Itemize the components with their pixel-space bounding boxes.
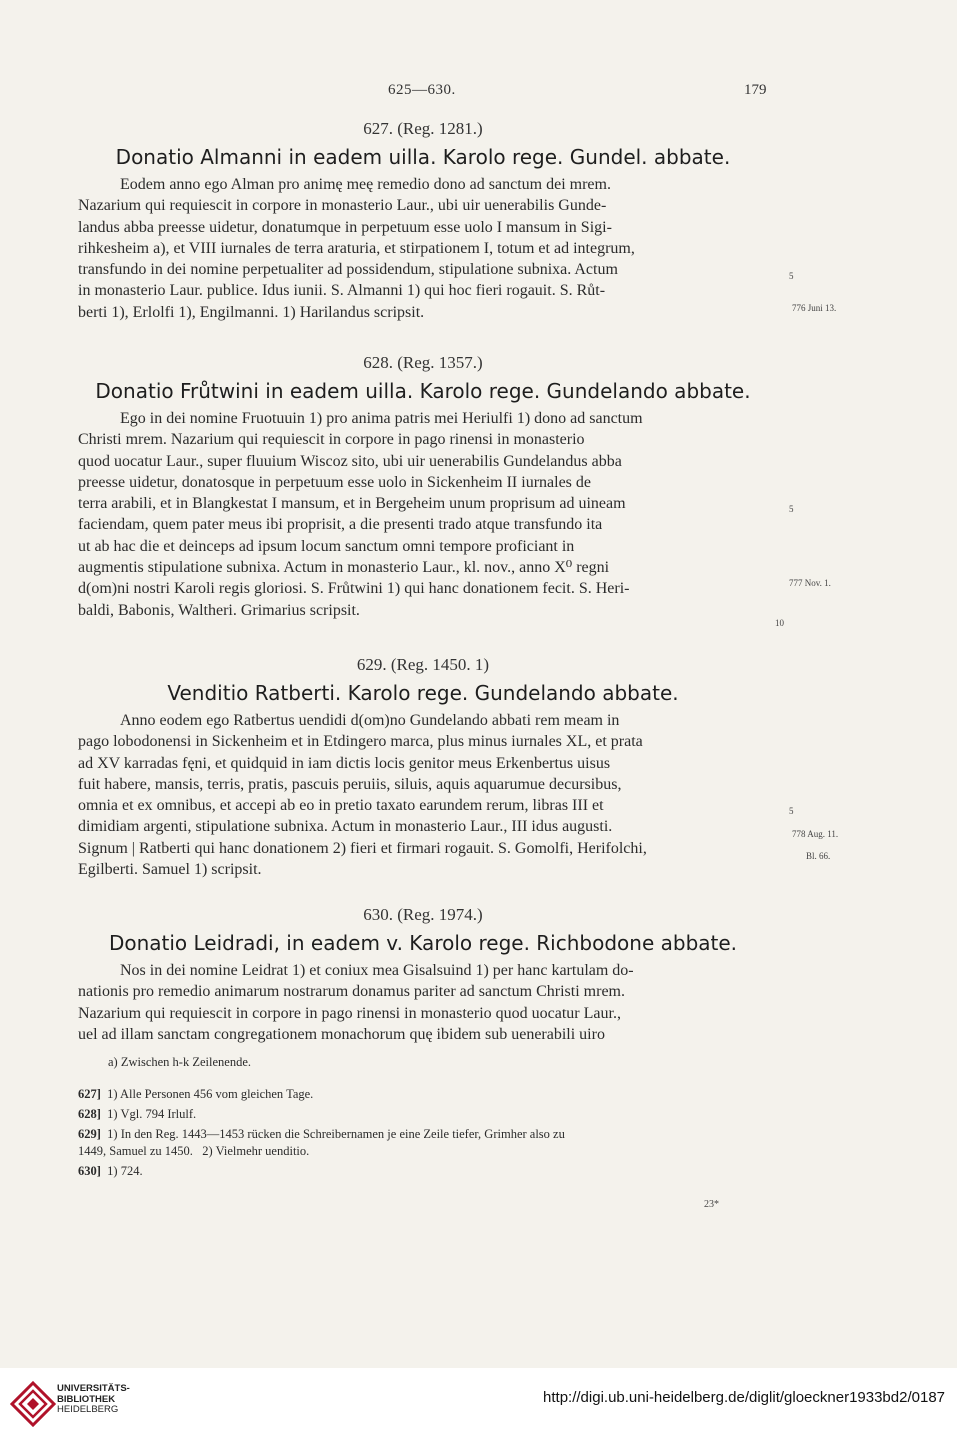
text-line: preesse uidetur, donatosque in perpetuum esse uolo in Sickenheim II iurnales de <box>78 473 591 491</box>
entry-628 <box>78 352 768 621</box>
text-line: uel ad illam sanctam congregationem monachorum quę ibidem sub uenerabili uiro <box>78 1025 605 1043</box>
line-count-marker: 5 <box>789 504 794 514</box>
date-marker: 777 Nov. 1. <box>789 578 831 588</box>
text-line: berti 1), Erlolfi 1), Engilmanni. 1) Harilandus scripsit. <box>78 303 425 321</box>
text-line: in monasterio Laur. publice. Idus iunii. S. Almanni 1) qui hoc fieri rogauit. S. Růt- <box>78 282 606 300</box>
line-count-marker: 5 <box>789 271 794 281</box>
footnote-ref: 627] <box>78 1087 101 1101</box>
text-line: omnia et ex omnibus, et accepi ab eo in pretio taxato earundem rerum, libras III et <box>78 797 604 815</box>
footnote-text: 1) 724. <box>107 1164 143 1178</box>
date-marker: 776 Juni 13. <box>792 303 837 313</box>
footnote-line: a) Zwischen h-k Zeilenende. <box>108 1055 251 1069</box>
entry-text <box>78 710 768 880</box>
text-line: landus abba preesse uidetur, donatumque in perpetuum esse uolo I mansum in Sigi- <box>78 218 612 236</box>
text-line: Anno eodem ego Ratbertus uendidi d(om)no Gundelando abbati rem meam in <box>120 712 620 729</box>
footnote-627 <box>78 1086 768 1103</box>
entry-title: Venditio Ratberti. Karolo rege. Gundelando abbate. <box>167 681 679 705</box>
footnote-630 <box>78 1163 768 1180</box>
entry-title: Donatio Frůtwini in eadem uilla. Karolo rege. Gundelando abbate. <box>95 379 751 403</box>
library-name <box>57 1384 130 1416</box>
text-line: Nos in dei nomine Leidrat 1) et coniux mea Gisalsuind 1) per hanc kartulam do- <box>120 962 634 979</box>
entry-text <box>78 174 768 323</box>
footnote-a <box>78 1054 768 1071</box>
text-line: terra arabili, et in Blangkestat I mansum, et in Bergeheim unum proprisum ad uineam <box>78 495 626 513</box>
footnote-628 <box>78 1106 768 1123</box>
text-line: ut ab hac die et deinceps ad ipsum locum sanctum omni tempore proficiant in <box>78 537 575 555</box>
footnote-629-cont: 1449, Samuel zu 1450. 2) Vielmehr uenditio. <box>78 1144 310 1158</box>
line-count-marker: 10 <box>775 618 784 628</box>
permalink-url[interactable]: http://digi.ub.uni-heidelberg.de/diglit/gloeckner1933bd2/0187 <box>543 1389 945 1406</box>
footnote-ref: 630] <box>78 1164 101 1178</box>
text-line: rihkesheim a), et VIII iurnales de terra araturia, et stirpationem I, totum et ad integrum, <box>78 239 635 257</box>
text-line: pago lobodonensi in Sickenheim et in Etdingero marca, plus minus iurnales XL, et prata <box>78 733 643 751</box>
entry-627 <box>78 118 768 323</box>
entry-629 <box>78 654 768 880</box>
text-line: ad XV karradas fęni, et quidquid in iam dictis locis genitor meus Erkenbertus uisus <box>78 754 611 772</box>
footnote-text: 1) Vgl. 794 Irlulf. <box>107 1107 197 1121</box>
sheet-signature: 23* <box>704 1199 719 1210</box>
entry-number: 628. (Reg. 1357.) <box>363 353 483 372</box>
footnote-ref: 628] <box>78 1107 101 1121</box>
text-line: faciendam, quem pater meus ibi proprisit, a die presenti trado atque transfundo ita <box>78 516 603 534</box>
library-name-line: UNIVERSITÄTS- <box>57 1383 130 1394</box>
page-number: 179 <box>744 82 767 98</box>
entry-text <box>78 960 768 1045</box>
text-line: transfundo in dei nomine perpetualiter ad possidendum, stipulatione subnixa. Actum <box>78 261 618 279</box>
text-line: Christi mrem. Nazarium qui requiescit in corpore in pago rinensi in monasterio <box>78 431 585 449</box>
line-count-marker: 5 <box>789 806 794 816</box>
library-name-line: BIBLIOTHEK <box>57 1393 116 1405</box>
viewer-footer <box>0 1368 957 1443</box>
text-line: d(om)ni nostri Karoli regis gloriosi. S. Frůtwini 1) qui hanc donationem fecit. S. Heri- <box>78 580 630 598</box>
library-name-line: HEIDELBERG <box>57 1404 119 1415</box>
library-logo-icon <box>10 1381 56 1427</box>
footnotes-apparatus <box>78 1086 768 1180</box>
entry-title: Donatio Almanni in eadem uilla. Karolo rege. Gundel. abbate. <box>115 145 731 169</box>
folio-marker: Bl. 66. <box>806 851 831 861</box>
footnote-text: 1) Alle Personen 456 vom gleichen Tage. <box>107 1087 314 1101</box>
text-line: Egilberti. Samuel 1) scripsit. <box>78 861 262 879</box>
text-line: baldi, Babonis, Waltheri. Grimarius scripsit. <box>78 601 360 619</box>
text-line: dimidiam argenti, stipulatione subnixa. Actum in monasterio Laur., III idus augusti. <box>78 818 613 836</box>
header-range: 625—630. <box>388 82 456 98</box>
text-line: augmentis stipulatione subnixa. Actum in monasterio Laur., kl. nov., anno X⁰ regni <box>78 559 610 577</box>
entry-number: 627. (Reg. 1281.) <box>363 119 483 138</box>
entry-text <box>78 408 768 621</box>
text-line: fuit habere, mansis, terris, pratis, pascuis peruiis, siluis, aquis aquarumue decursibus, <box>78 775 622 793</box>
entry-630 <box>78 904 768 1045</box>
footnote-text: 1) In den Reg. 1443—1453 rücken die Schreibernamen je eine Zeile tiefer, Grimher also zu <box>107 1127 565 1141</box>
text-line: Ego in dei nomine Fruotuuin 1) pro anima patris mei Heriulfi 1) dono ad sanctum <box>120 410 643 427</box>
text-line: Nazarium qui requiescit in corpore in monasterio Laur., ubi uir uenerabilis Gunde- <box>78 197 607 215</box>
text-line: quod uocatur Laur., super fluuium Wiscoz sito, ubi uir uenerabilis Gundelandus abba <box>78 452 622 470</box>
entry-number: 629. (Reg. 1450. 1) <box>356 655 490 674</box>
text-line: Signum | Ratberti qui hanc donationem 2) fieri et firmari rogauit. S. Gomolfi, Herifolchi, <box>78 839 647 857</box>
entry-number: 630. (Reg. 1974.) <box>363 905 483 924</box>
text-line: Eodem anno ego Alman pro animę meę remedio dono ad sanctum dei mrem. <box>120 176 611 193</box>
date-marker: 778 Aug. 11. <box>792 829 839 839</box>
text-line: Nazarium qui requiescit in corpore in pago rinensi in monasterio quod uocatur Laur., <box>78 1004 621 1022</box>
entry-title: Donatio Leidradi, in eadem v. Karolo rege. Richbodone abbate. <box>108 931 738 955</box>
text-line: nationis pro remedio animarum nostrarum donamus pariter ad sanctum Christi mrem. <box>78 983 625 1001</box>
running-header <box>0 82 957 102</box>
footnote-ref: 629] <box>78 1127 101 1141</box>
footnote-629 <box>78 1126 768 1143</box>
